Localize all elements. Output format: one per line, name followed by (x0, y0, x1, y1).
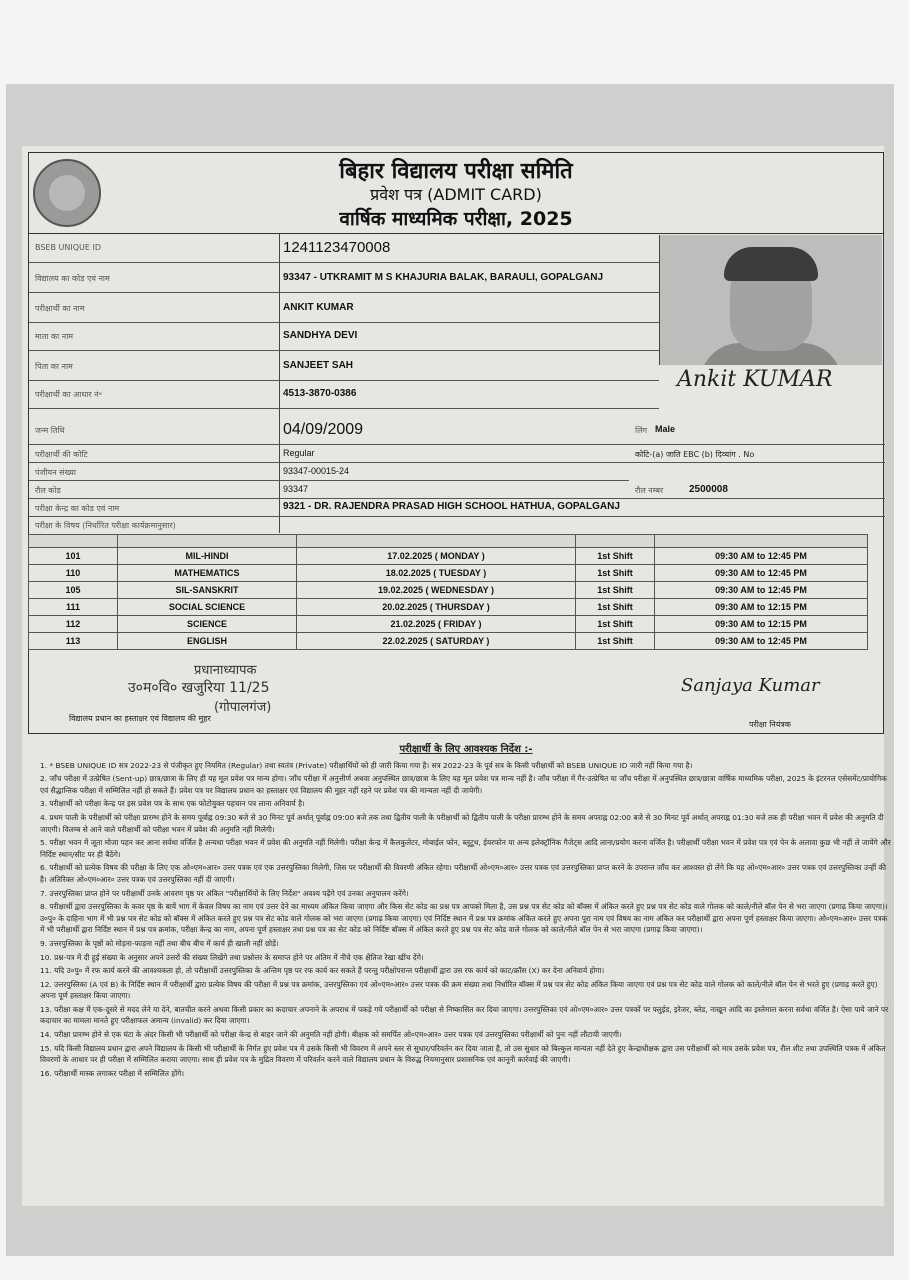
instruction-item: 13. परीक्षा कक्ष में एक-दूसरे से मदद लेने या देने, बातचीत करने अथवा किसी प्रकार का कदाचार अपनाने के अपराध में पकड़े गये परीक्षार्थी को परीक्षा से निष्कासित कर दिया जाएगा। उत्तरपुस्तिका एवं ओ०एम०आर० उत्तर पत्रकों पर फ्लुईड, इरेजर, ब्लेड, नाखून आदि का इस्तेमाल करना सर्वथा वर्जित है। ऐसा पाये जाने पर कदाचार का मामला मानते हुए परीक्षाफल अमान्य (invalid) कर दिया जाएगा। (40, 1004, 889, 1026)
field-label: पिता का नाम (35, 362, 73, 371)
field-label: परीक्षार्थी का आधार नं॰ (35, 390, 103, 399)
field-label: माता का नाम (35, 332, 74, 341)
instruction-item: 4. प्रथम पाली के परीक्षार्थी को परीक्षा प्रारम्भ होने के समय पूर्वाह्न 09:30 बजे से 30 मिनट पूर्व अर्थात् पूर्वाह्न 09:00 बजे तक तथा द्वितीय पाली के परीक्षार्थी को द्वितीय पाली के परीक्षा प्रारम्भ होने के समय अपराह्न 02:00 बजे से 30 मिनट पूर्व अर्थात् अपराह्न 01:30 बजे तक ही परीक्षा भवन में प्रवेश की अनुमति दी जाएगी। विलम्ब से आने वाले परीक्षार्थी को परीक्षा भवन में प्रवेश की अनुमति नहीं मिलेगी। (40, 812, 884, 834)
school-stamp (128, 660, 358, 730)
document-type: प्रवेश पत्र (ADMIT CARD) (370, 185, 542, 204)
schedule-date: 19.02.2025 ( WEDNESDAY ) (297, 582, 576, 599)
schedule-code: 110 (29, 565, 118, 582)
instruction-item: 7. उत्तरपुस्तिका प्राप्त होने पर परीक्षार्थी उनके आवरण पृष्ठ पर अंकित "परीक्षार्थियों के लिए निर्देश" अवश्य पढ़ेंगे एवं उनका अनुपालन करेंगे। (40, 888, 409, 898)
field-label: BSEB UNIQUE ID (35, 243, 101, 252)
field-row (29, 353, 659, 381)
board-name: बिहार विद्यालय परीक्षा समिति (339, 159, 573, 184)
caste-info: कोटि-(a) जाति EBC (b) दिव्यांग . No (635, 450, 755, 459)
schedule-subject: SCIENCE (118, 616, 297, 633)
schedule-row (29, 633, 868, 650)
schedule-row (29, 582, 868, 599)
schedule-date: 18.02.2025 ( TUESDAY ) (297, 565, 576, 582)
centre-label: परीक्षा केन्द्र का कोड एवं नाम (35, 504, 120, 513)
instruction-item: 2. जाँच परीक्षा में उत्प्रेषित (Sent-up) छात्र/छात्रा के लिए ही यह मूल प्रवेश पत्र मान्य होगा। जाँच परीक्षा में अनुत्तीर्ण अथवा अनुपस्थित छात्र/छात्रा के लिए यह मूल प्रवेश पत्र मान्य नहीं है। जाँच परीक्षा में गैर-उत्प्रेषित या जाँच परीक्षा में अनुपस्थित छात्र/छात्रा वार्षिक माध्यमिक परीक्षा, 2025 के इंटरनल एसेसमेंट/प्रायोगिक एवं सैद्धान्तिक परीक्षा में सम्मिलित नहीं हो सकते हैं। प्रवेश पत्र पर विद्यालय प्रधान का हस्ताक्षर एवं विद्यालय की मुहर नहीं रहने पर प्रवेश पत्र की मान्यता नहीं दी जायेगी। (40, 774, 887, 795)
card-header (29, 153, 883, 234)
roll-row (29, 481, 885, 499)
field-value: SANDHYA DEVI (283, 330, 358, 341)
instruction-item: 5. परीक्षा भवन में जूता मोजा पहन कर आना सर्वथा वर्जित है अन्यथा परीक्षा भवन में प्रवेश की अनुमति नहीं मिलेगी। परीक्षा केन्द्र में कैलकुलेटर, मोबाईल फोन, ब्लूटूथ, ईयरफोन या अन्य इलेक्ट्रॉनिक गैजेट्स आदि लाना/प्रयोग करना वर्जित है। परीक्षार्थी परीक्षा भवन में प्रवेश पत्र एवं पेन के अलावा कुछ भी नहीं ले जायेंगे और निर्दिष्ट स्थान/सीट पर ही बैठेंगे। (40, 838, 891, 859)
schedule-date: 20.02.2025 ( THURSDAY ) (297, 599, 576, 616)
instruction-item: 14. परीक्षा प्रारम्भ होने से एक घंटा के अंदर किसी भी परीक्षार्थी को परीक्षा केन्द्र से बाहर जाने की अनुमति नहीं होगी। बीक्षक को समर्पित ओ०एम०आर० उत्तर पत्रक एवं उत्तरपुस्तिका परीक्षार्थी को पुनः नहीं लौटायी जाएगी। (40, 1030, 622, 1040)
instruction-item: 3. परीक्षार्थी को परीक्षा केन्द्र पर इस प्रवेश पत्र के साथ एक फोटोयुक्त पहचान पत्र लाना अनिवार्य है। (40, 799, 305, 809)
student-signature: Ankit KUMAR (677, 367, 833, 392)
controller-signature: Sanjaya Kumar (681, 675, 820, 696)
schedule-shift: 1st Shift (576, 616, 655, 633)
schedule-date: 17.02.2025 ( MONDAY ) (297, 548, 576, 565)
schedule-code: 112 (29, 616, 118, 633)
instruction-item: 8. परीक्षार्थी द्वारा उत्तरपुस्तिका के कवर पृष्ठ के बायें भाग में केवल विषय का नाम एवं उत्तर देने का माध्यम अंकित किया जाएगा और किस सेट कोड का प्रश्न पत्र आपको मिला है, उस प्रश्न पत्र सेट कोड को बॉक्स में अंकित करते हुए प्रश्न पत्र सेट कोड वाले गोलक को काले/नीले बॉल पेन से भरा जाएगा (प्रगाढ़ किया जाएगा)। उ०पु० के दाहिना भाग में भी प्रश्न पत्र सेट कोड को बॉक्स में अंकित करते हुए प्रश्न पत्र सेट कोड वाले गोलक को भरा जाएगा (प्रगाढ़ किया जाएगा) एवं निर्दिष्ट स्थान में प्रश्न पत्र क्रमांक अंकित करते हुए अपना पूरा नाम एवं विषय का नाम अंकित कर परीक्षार्थी द्वारा अपना पूर्ण हस्ताक्षर किया जाएगा। ओ०एम०आर० उत्तर पत्रक में भी परीक्षार्थी द्वारा निर्दिष्ट स्थान में प्रश्न पत्र क्रमांक, परीक्षा केन्द्र का नाम, अपना पूर्ण हस्ताक्षर तथा प्रश्न पत्र का सेट कोड को निर्दिष्ट बॉक्स में अंकित करते हुए प्रश्न पत्र सेट कोड वाले गोलक को काले/नीले बॉल पेन से भरा जाएगा (प्रगाढ़ किया जाएगा)। (40, 902, 888, 935)
field-label: विद्यालय का कोड एवं नाम (35, 274, 110, 283)
instruction-item: 6. परीक्षार्थी को प्रत्येक विषय की परीक्षा के लिए एक ओ०एम०आर० उत्तर पत्रक एवं एक उत्तरपुस्तिका मिलेगी, जिस पर परीक्षार्थी की विवरणी अंकित रहेगा। परीक्षार्थी ओ०एम०आर० उत्तर पत्रक एवं उत्तरपुस्तिका प्राप्त करने के उपरान्त जाँच कर आश्वस्त हो लेंगे कि यह ओ०एम०आर० उत्तर पत्रक एवं उत्तरपुस्तिका उन्हीं की है। अतिरिक्त ओ०एम०आर० उत्तर पत्रक एवं उत्तरपुस्तिका नहीं दी जाएगी। (40, 863, 887, 884)
registration-value: 93347-00015-24 (283, 466, 350, 476)
schedule-date: 21.02.2025 ( FRIDAY ) (297, 616, 576, 633)
category-value: Regular (283, 448, 315, 458)
stamp-line-3: (गोपालगंज) (214, 700, 272, 715)
field-value: SANJEET SAH (283, 360, 354, 371)
schedule-time: 09:30 AM to 12:45 PM (655, 548, 868, 565)
registration-label: पंजीयन संख्या (35, 468, 76, 477)
instruction-item: 11. यदि उ०पु० में रफ कार्य करने की आवश्यकता हो, तो परीक्षार्थी उत्तरपुस्तिका के अन्तिम पृष्ठ पर रफ कार्य कर सकते हैं परन्तु परीक्षोपरान्त परीक्षार्थी द्वारा उस रफ कार्य को काट/क्रॉस (X) कर देना अनिवार्य होगा। (40, 966, 605, 976)
stamp-line-1: प्रधानाध्यापक (194, 663, 257, 678)
instructions-section (40, 744, 892, 1081)
field-value: 4513-3870-0386 (283, 388, 357, 399)
schedule-shift: 1st Shift (576, 548, 655, 565)
schedule-code: 111 (29, 599, 118, 616)
schedule-time: 09:30 AM to 12:15 PM (655, 616, 868, 633)
instruction-item: 10. प्रश्न-पत्र में दी हुई संख्या के अनुसार अपने उत्तरों की संख्या लिखेंगे तथा प्रश्नोत्तर के समाप्त होने पर अंतिम में नीचे एक क्षैतिज रेखा खींच देंगे। (40, 952, 424, 962)
dob-row (29, 417, 885, 445)
schedule-shift: 1st Shift (576, 565, 655, 582)
field-row (29, 235, 659, 263)
field-row (29, 295, 659, 323)
schedule-row (29, 599, 868, 616)
instruction-item: 15. यदि किसी विद्यालय प्रधान द्वारा अपने विद्यालय के किसी भी परीक्षार्थी के निर्गत हुए प्रवेश पत्र में उसके किसी भी विवरण में अपने स्तर से सुधार/परिवर्तन कर दिया जाता है, तो उस सुधार को बिल्कुल मान्यता नहीं देते हुए केन्द्राधीक्षक द्वारा उस परीक्षार्थी को मात्र उसके प्रवेश पत्र, रौल शीट तथा उपस्थिति पत्रक में अंकित विवरणों के आधार पर ही परीक्षा में सम्मिलित कराया जाएगा। साथ ही प्रवेश पत्र के मुद्रित विवरण में परिवर्तन करने वाले विद्यालय प्रधान के विरुद्ध नियमानुसार प्रशासनिक एवं कानूनी कार्रवाई की जाएगी। (40, 1043, 886, 1065)
field-row (29, 265, 659, 293)
schedule-row (29, 616, 868, 633)
schedule-subject: ENGLISH (118, 633, 297, 650)
dob-label: जन्म तिथि (35, 426, 65, 435)
schedule-time: 09:30 AM to 12:45 PM (655, 633, 868, 650)
schedule-code: 105 (29, 582, 118, 599)
photo-hair (724, 247, 818, 281)
schedule-time: 09:30 AM to 12:45 PM (655, 565, 868, 582)
schedule-row (29, 565, 868, 582)
centre-row (29, 499, 885, 517)
gender-value: Male (655, 424, 676, 434)
roll-code-value: 93347 (283, 484, 309, 494)
exam-schedule-table (28, 534, 868, 650)
stamp-line-2: उ०म०वि० खजुरिया 11/25 (128, 680, 270, 696)
instructions-title: परीक्षार्थी के लिए आवश्यक निर्देश :- (399, 744, 533, 755)
schedule-shift: 1st Shift (576, 599, 655, 616)
schedule-date: 22.02.2025 ( SATURDAY ) (297, 633, 576, 650)
field-row (29, 381, 659, 409)
principal-label: विद्यालय प्रधान का हस्ताक्षर एवं विद्यालय की मुहर (69, 714, 211, 723)
schedule-subject: SIL-SANSKRIT (118, 582, 297, 599)
exam-name: वार्षिक माध्यमिक परीक्षा, 2025 (339, 208, 573, 230)
roll-code-label: रौल कोड (35, 486, 61, 495)
instruction-item: 16. परीक्षार्थी मास्क लगाकर परीक्षा में सम्मिलित होंगे। (40, 1068, 185, 1078)
category-row (29, 445, 885, 463)
category-label: परीक्षार्थी की कोटि (35, 450, 88, 459)
registration-row (29, 463, 629, 481)
instruction-item: 12. उत्तरपुस्तिका (A एवं B) के निर्दिष्ट स्थान में परीक्षार्थी द्वारा प्रत्येक विषय की परीक्षा में प्रश्न पत्र क्रमांक, उत्तरपुस्तिका एवं ओ०एम०आर० उत्तर पत्रक की क्रम संख्या तथा निर्धारित बॉक्स में प्रश्न पत्र सेट कोड अंकित किया जाएगा एवं प्रश्न पत्र सेट कोड वाले गोलक को काले/नीले बॉल पेन से भरते हुए (प्रगाढ़ करते हुए) अपना पूर्ण हस्ताक्षर किया जाएगा। (40, 979, 878, 1001)
instruction-item: 1. * BSEB UNIQUE ID सत्र 2022-23 से पंजीकृत हुए नियमित (Regular) तथा स्वतंत्र (Private) परीक्षार्थियों को ही जारी किया गया है। सत्र 2022-23 के पूर्व सत्र के किसी परीक्षार्थी को BSEB UNIQUE ID जारी नहीं किया गया है। (40, 760, 693, 770)
field-value: ANKIT KUMAR (283, 302, 354, 313)
schedule-title-row (29, 517, 885, 533)
instruction-item: 9. उत्तरपुस्तिका के पृष्ठों को मोड़ना-फाड़ना नहीं तथा बीच बीच में कार्य ही खाली नहीं छोड़ें। (40, 938, 279, 948)
centre-value: 9321 - DR. RAJENDRA PRASAD HIGH SCHOOL HATHUA, GOPALGANJ (283, 501, 620, 512)
schedule-code: 113 (29, 633, 118, 650)
field-label: परीक्षार्थी का नाम (35, 304, 85, 313)
schedule-title: परीक्षा के विषय (निर्धारित परीक्षा कार्यक्रमानुसार) (35, 521, 176, 530)
field-row (29, 323, 659, 351)
field-value: 1241123470008 (283, 239, 391, 256)
schedule-subject: MATHEMATICS (118, 565, 297, 582)
schedule-time: 09:30 AM to 12:45 PM (655, 582, 868, 599)
roll-number-label: रौल नम्बर (635, 486, 664, 495)
schedule-code: 101 (29, 548, 118, 565)
controller-label: परीक्षा नियंत्रक (749, 720, 791, 729)
schedule-header-row (29, 535, 868, 548)
schedule-shift: 1st Shift (576, 582, 655, 599)
schedule-row (29, 548, 868, 565)
roll-number-value: 2500008 (689, 484, 728, 495)
schedule-time: 09:30 AM to 12:15 PM (655, 599, 868, 616)
schedule-subject: MIL-HINDI (118, 548, 297, 565)
student-photo (659, 235, 882, 365)
gender-label: लिंग (635, 426, 647, 435)
field-value: 93347 - UTKRAMIT M S KHAJURIA BALAK, BARAULI, GOPALGANJ (283, 272, 604, 283)
schedule-shift: 1st Shift (576, 633, 655, 650)
schedule-subject: SOCIAL SCIENCE (118, 599, 297, 616)
dob-value: 04/09/2009 (283, 421, 364, 438)
